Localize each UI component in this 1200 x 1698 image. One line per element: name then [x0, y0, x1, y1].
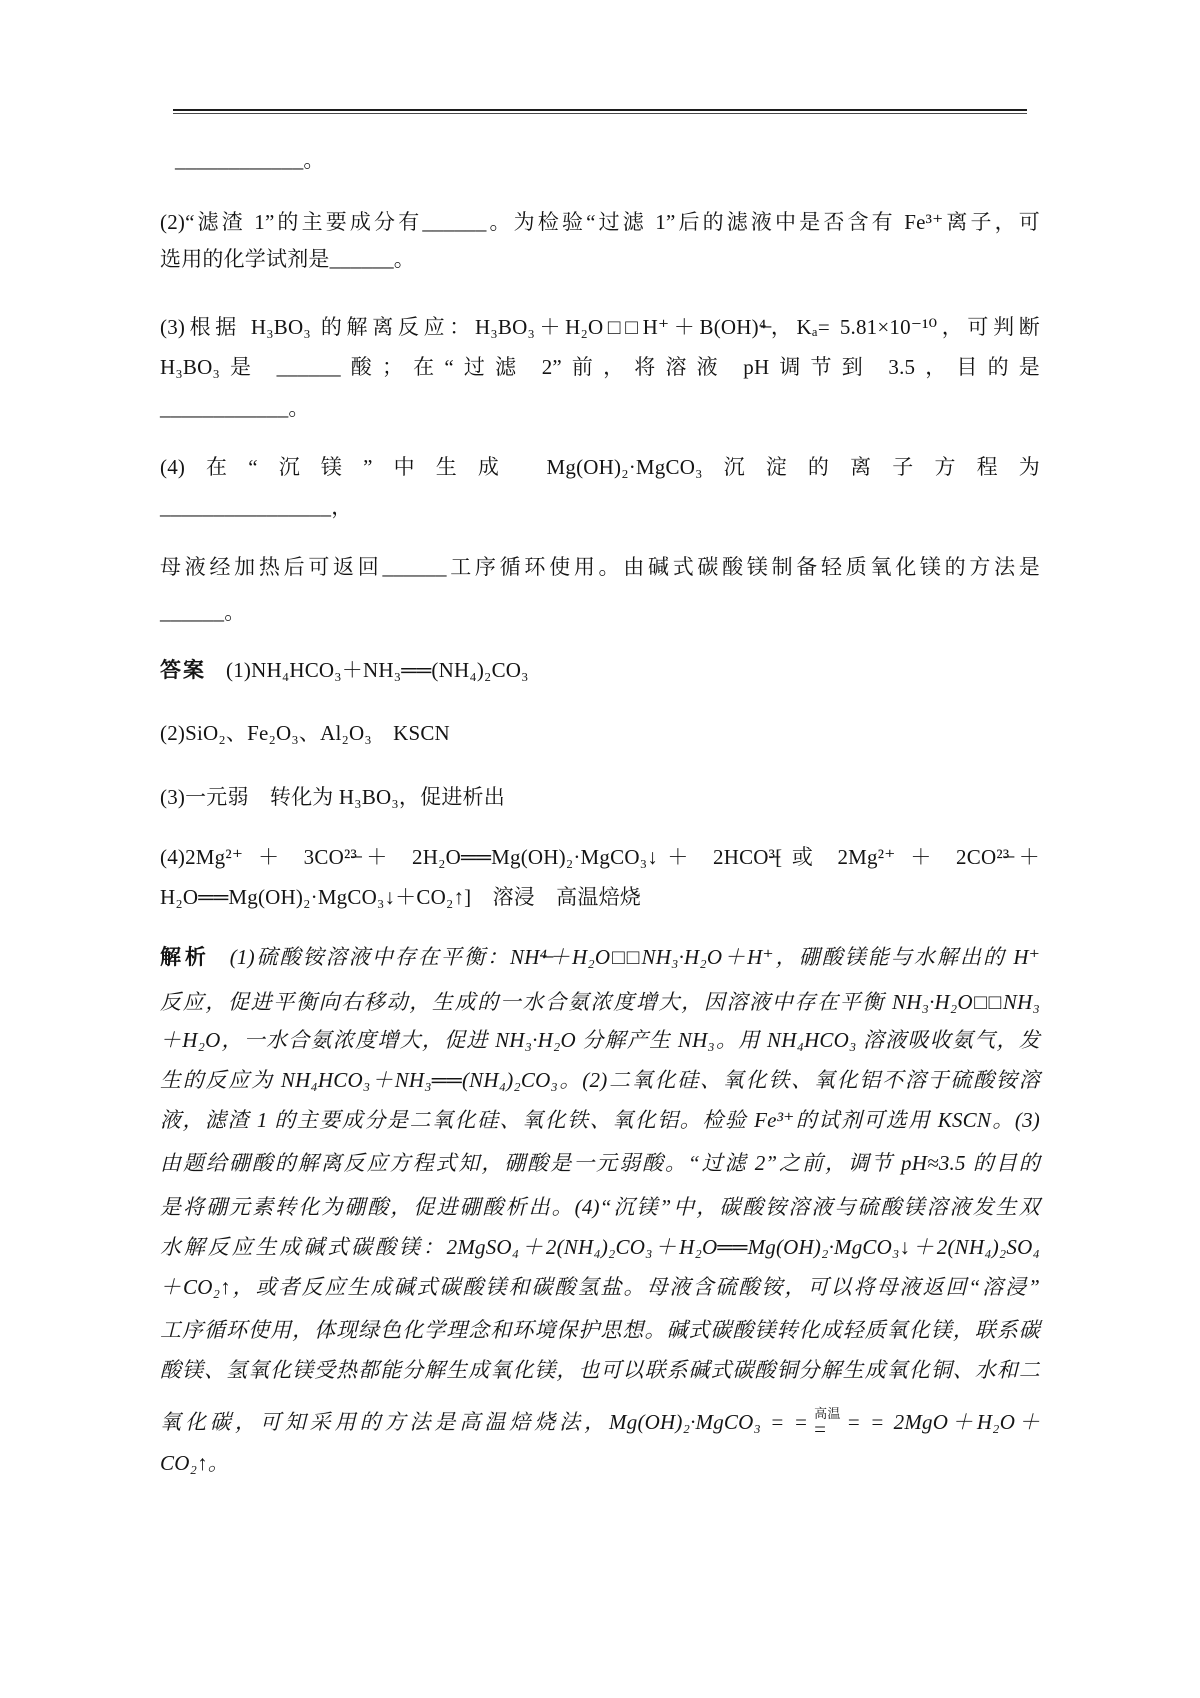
analysis-line-4: 生的反应为 NH₄HCO₃＋NH₃══(NH₄)₂CO₃。(2)二氧化硅、氧化铁、氧化铝不溶于硫酸铵溶: [160, 1068, 1040, 1092]
answer-label: 答案: [160, 659, 206, 682]
answer-line-3: (3)一元弱 转化为 H₃BO₃，促进析出: [160, 785, 505, 809]
question-3-line-2: H₃BO₃是 ______酸；在“过滤 2”前，将溶液 pH调节到 3.5，目的是: [160, 355, 1040, 379]
analysis-line-3: ＋H₂O，一水合氨浓度增大，促进 NH₃·H₂O 分解产生 NH₃。用 NH₄HCO₃ 溶液吸收氨气，发: [160, 1028, 1040, 1052]
question-4-blank-line-2: ______。: [160, 600, 246, 624]
analysis-line-9: ＋CO₂↑，或者反应生成碱式碳酸镁和碳酸氢盐。母液含硫酸铵，可以将母液返回“溶浸”: [160, 1275, 1040, 1299]
analysis-label: 解析: [160, 946, 210, 969]
analysis-line-7: 是将硼元素转化为硼酸，促进硼酸析出。(4)“沉镁”中，碳酸铵溶液与硫酸镁溶液发生双: [160, 1195, 1040, 1219]
analysis-line-5: 液，滤渣 1 的主要成分是二氧化硅、氧化铁、氧化铝。检验 Fe³⁺的试剂可选用 KSCN。(3): [160, 1108, 1040, 1132]
question-2-line-2: 选用的化学试剂是______。: [160, 247, 415, 271]
answer-1-equation: (1)NH₄HCO₃＋NH₃══(NH₄)₂CO₃: [226, 658, 529, 682]
analysis-text-12-after: = = 2MgO＋H₂O＋: [846, 1410, 1041, 1434]
analysis-line-2: 反应，促进平衡向右移动，生成的一水合氨浓度增大，因溶液中存在平衡 NH₃·H₂O□□NH₃: [160, 990, 1040, 1014]
analysis-line-6: 由题给硼酸的解离反应方程式知，硼酸是一元弱酸。“过滤 2”之前，调节 pH≈3.5 的目的: [160, 1151, 1040, 1175]
analysis-text-1: (1)硫酸铵溶液中存在平衡：NH⁴̶＋H₂O□□NH₃·H₂O＋H⁺，硼酸镁能与水解出的 H⁺: [229, 945, 1041, 969]
question-4-line-3: 母液经加热后可返回______工序循环使用。由碱式碳酸镁制备轻质氧化镁的方法是: [160, 555, 1040, 579]
analysis-line-13: CO₂↑。: [160, 1451, 229, 1475]
question-3-line-1: (3)根据 H₃BO₃ 的解离反应：H₃BO₃＋H₂O□□H⁺＋B(OH)⁴̶，Kₐ= 5.81×10⁻¹⁰，可判断: [160, 315, 1040, 339]
analysis-line-11: 酸镁、氢氧化镁受热都能分解生成氧化镁，也可以联系碱式碳酸铜分解生成氧化铜、水和二: [160, 1358, 1040, 1382]
answer-line-2: (2)SiO₂、Fe₂O₃、Al₂O₃ KSCN: [160, 721, 450, 745]
reaction-condition-equals: [814, 1406, 841, 1441]
equals-sign: =: [814, 1417, 827, 1441]
question-4-line-1: (4)在“沉镁”中生成 Mg(OH)₂·MgCO₃沉淀的离子方程为: [160, 455, 1040, 479]
answer-4-line-2: H₂O══Mg(OH)₂·MgCO₃↓＋CO₂↑] 溶浸 高温焙烧: [160, 885, 641, 909]
page-content: [160, 0, 1040, 1698]
answer-line-1: [160, 654, 1040, 687]
question-3-blank-line: ____________。: [160, 396, 310, 420]
analysis-line-12: [160, 1406, 1041, 1441]
blank-answer-line: ____________。: [175, 148, 325, 172]
condition-label: 高温: [814, 1406, 841, 1421]
analysis-line-10: 工序循环使用，体现绿色化学理念和环境保护思想。碱式碳酸镁转化成轻质氧化镁，联系碳: [160, 1318, 1040, 1342]
question-4-blank-line: ________________，: [160, 495, 353, 519]
analysis-line-1: [160, 941, 1040, 974]
question-2-line-1: (2)“滤渣 1”的主要成分有______。为检验“过滤 1”后的滤液中是否含有 Fe³⁺离子，可: [160, 210, 1040, 234]
answer-4-line-1: (4)2Mg²⁺ ＋ 3CO²³̶＋ 2H₂O══Mg(OH)₂·MgCO₃↓＋ 2HCO³̶[或 2Mg²⁺ ＋ 2CO²³̶＋: [160, 845, 1040, 869]
analysis-line-8: 水解反应生成碱式碳酸镁：2MgSO₄＋2(NH₄)₂CO₃＋H₂O══Mg(OH)₂·MgCO₃↓＋2(NH₄)₂SO₄: [160, 1235, 1040, 1259]
analysis-text-12-before: 氧化碳，可知采用的方法是高温焙烧法，Mg(OH)₂·MgCO₃ = =: [160, 1410, 809, 1434]
